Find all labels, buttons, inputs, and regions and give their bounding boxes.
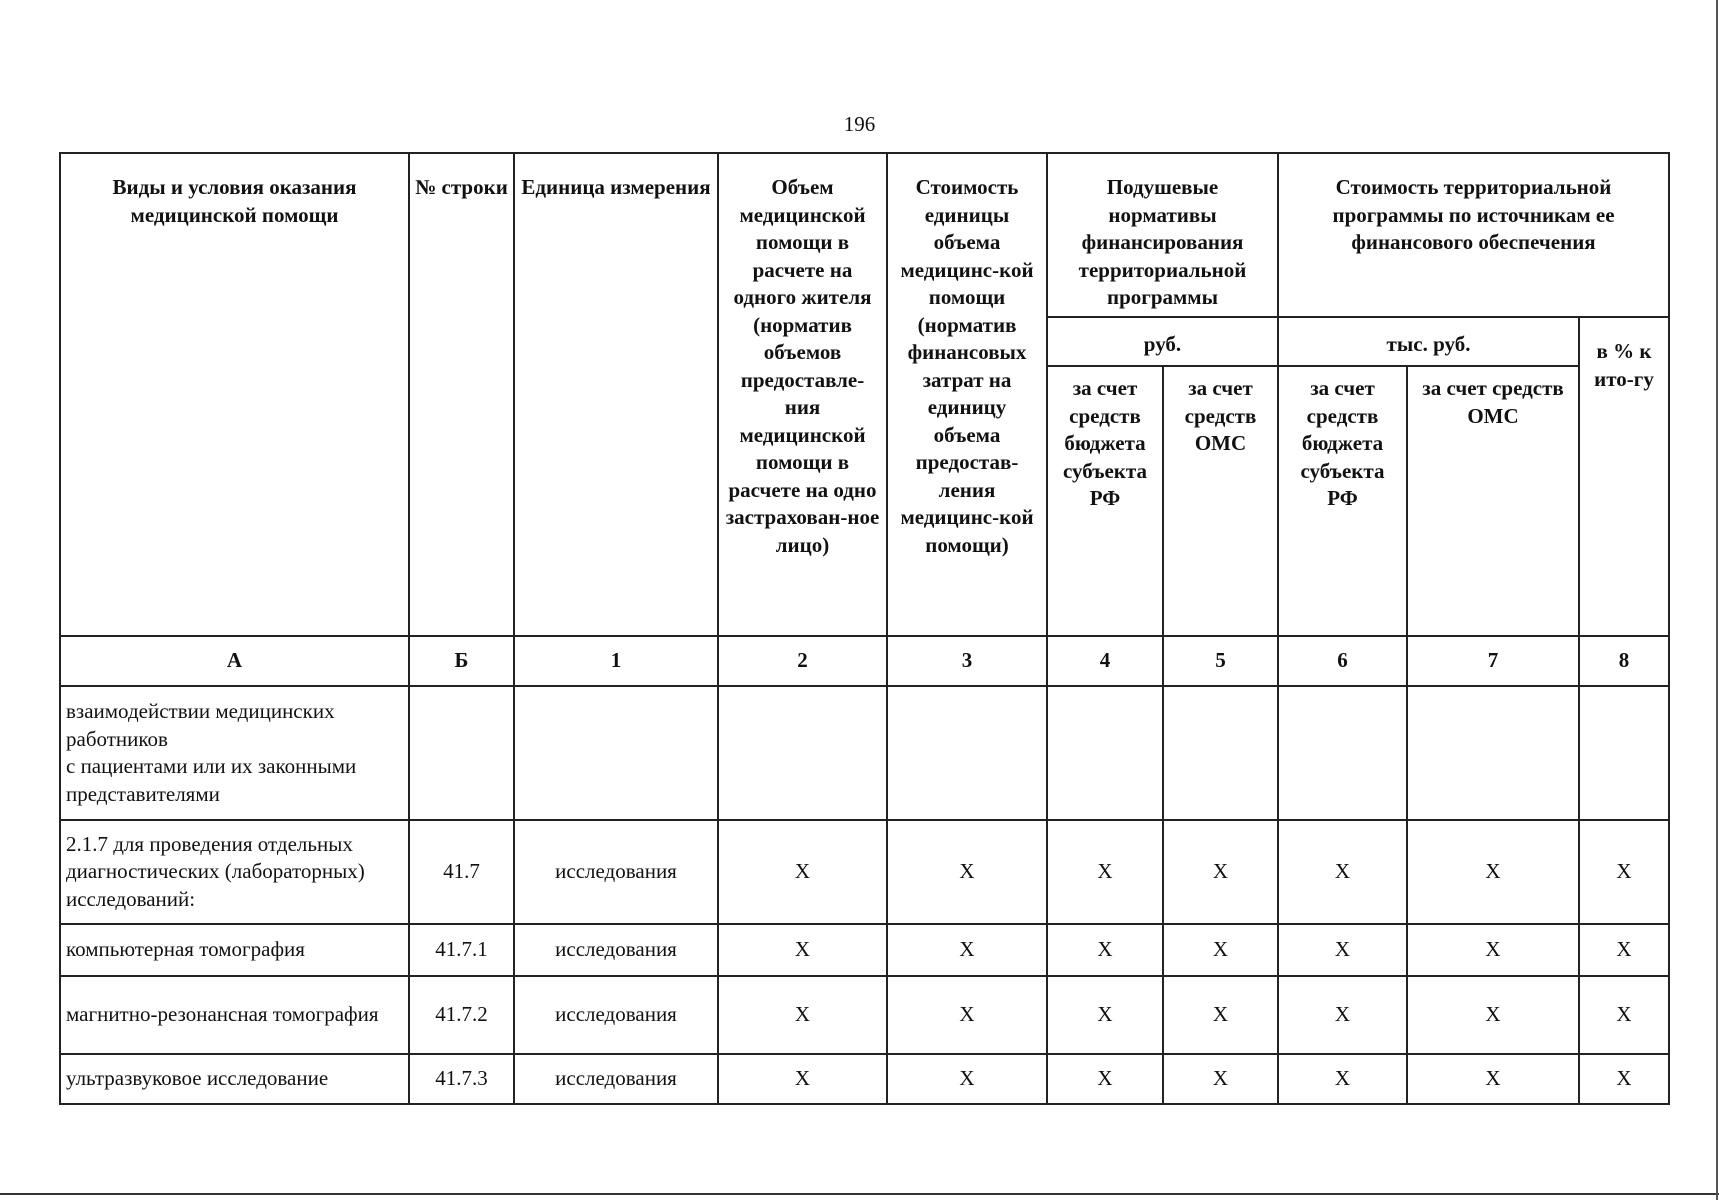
financing-table — [59, 152, 1670, 1105]
header-rub: руб. — [1047, 317, 1278, 366]
header-row-1 — [60, 153, 1669, 317]
row-value: Х — [1579, 976, 1669, 1054]
header-percent: в % к ито-гу — [1579, 317, 1669, 636]
row-value: Х — [887, 976, 1047, 1054]
column-number: 2 — [718, 636, 887, 686]
row-value: Х — [1047, 924, 1163, 976]
row-name: ультразвуковое исследование — [60, 1054, 409, 1104]
column-numbers-row — [60, 636, 1669, 686]
header-volume: Объем медицинской помощи в расчете на одного жителя (норматив объемов предоставле-ния медицинской помощи в расчете на одно застрахован-ное лицо) — [718, 153, 887, 636]
header-col-5: за счет средств ОМС — [1163, 366, 1278, 636]
row-value: Х — [887, 924, 1047, 976]
row-value: Х — [1407, 820, 1579, 924]
row-value: Х — [1278, 1054, 1407, 1104]
scan-edge-right — [1716, 0, 1718, 1200]
row-value — [887, 686, 1047, 820]
row-unit: исследования — [514, 924, 718, 976]
row-value: Х — [1579, 924, 1669, 976]
column-number: 7 — [1407, 636, 1579, 686]
row-unit: исследования — [514, 1054, 718, 1104]
row-value: Х — [1579, 1054, 1669, 1104]
row-number: 41.7.2 — [409, 976, 514, 1054]
row-value: Х — [1163, 1054, 1278, 1104]
table-row — [60, 924, 1669, 976]
header-col-4: за счет средств бюджета субъекта РФ — [1047, 366, 1163, 636]
header-col-7: за счет средств ОМС — [1407, 366, 1579, 636]
row-value: Х — [1278, 924, 1407, 976]
row-value: Х — [887, 820, 1047, 924]
row-value: Х — [1278, 976, 1407, 1054]
column-number: 8 — [1579, 636, 1669, 686]
row-value — [1278, 686, 1407, 820]
header-per-capita-group: Подушевые нормативы финансирования территориальной программы — [1047, 153, 1278, 317]
row-value: Х — [1407, 1054, 1579, 1104]
row-value: Х — [1278, 820, 1407, 924]
row-value: Х — [718, 1054, 887, 1104]
table-row — [60, 686, 1669, 820]
row-value: Х — [1163, 976, 1278, 1054]
row-name: магнитно-резонансная томография — [60, 976, 409, 1054]
row-value — [1407, 686, 1579, 820]
column-number: 3 — [887, 636, 1047, 686]
column-number: Б — [409, 636, 514, 686]
header-care-types: Виды и условия оказания медицинской помощи — [60, 153, 409, 636]
row-value: Х — [1407, 924, 1579, 976]
scan-edge-bottom — [0, 1193, 1719, 1195]
row-value: Х — [1407, 976, 1579, 1054]
row-value — [1047, 686, 1163, 820]
header-row-number: № строки — [409, 153, 514, 636]
header-program-cost-group: Стоимость территориальной программы по источникам ее финансового обеспечения — [1278, 153, 1669, 317]
page-number: 196 — [843, 112, 876, 136]
row-name: взаимодействии медицинских работников с пациентами или их законными представителями — [60, 686, 409, 820]
column-number: 6 — [1278, 636, 1407, 686]
row-value — [718, 686, 887, 820]
row-name: компьютерная томография — [60, 924, 409, 976]
header-col-6: за счет средств бюджета субъекта РФ — [1278, 366, 1407, 636]
column-number: 1 — [514, 636, 718, 686]
row-number: 41.7 — [409, 820, 514, 924]
row-number: 41.7.1 — [409, 924, 514, 976]
column-number: А — [60, 636, 409, 686]
row-unit — [514, 686, 718, 820]
row-name: 2.1.7 для проведения отдельных диагностических (лабораторных) исследований: — [60, 820, 409, 924]
row-value: Х — [1163, 820, 1278, 924]
row-number — [409, 686, 514, 820]
table-row — [60, 820, 1669, 924]
row-value: Х — [718, 924, 887, 976]
row-value: Х — [718, 820, 887, 924]
row-value: Х — [1047, 820, 1163, 924]
row-value: Х — [1047, 1054, 1163, 1104]
row-unit: исследования — [514, 820, 718, 924]
row-value — [1579, 686, 1669, 820]
header-thous-rub: тыс. руб. — [1278, 317, 1579, 366]
header-unit-cost: Стоимость единицы объема медицинс-кой помощи (норматив финансовых затрат на единицу объема предостав-ления медицинс-кой помощи) — [887, 153, 1047, 636]
row-number: 41.7.3 — [409, 1054, 514, 1104]
row-value: Х — [1047, 976, 1163, 1054]
row-value: Х — [1579, 820, 1669, 924]
table-row — [60, 1054, 1669, 1104]
row-value: Х — [887, 1054, 1047, 1104]
row-value: Х — [1163, 924, 1278, 976]
row-unit: исследования — [514, 976, 718, 1054]
column-number: 4 — [1047, 636, 1163, 686]
row-value — [1163, 686, 1278, 820]
header-unit: Единица измерения — [514, 153, 718, 636]
column-number: 5 — [1163, 636, 1278, 686]
row-value: Х — [718, 976, 887, 1054]
table-row — [60, 976, 1669, 1054]
